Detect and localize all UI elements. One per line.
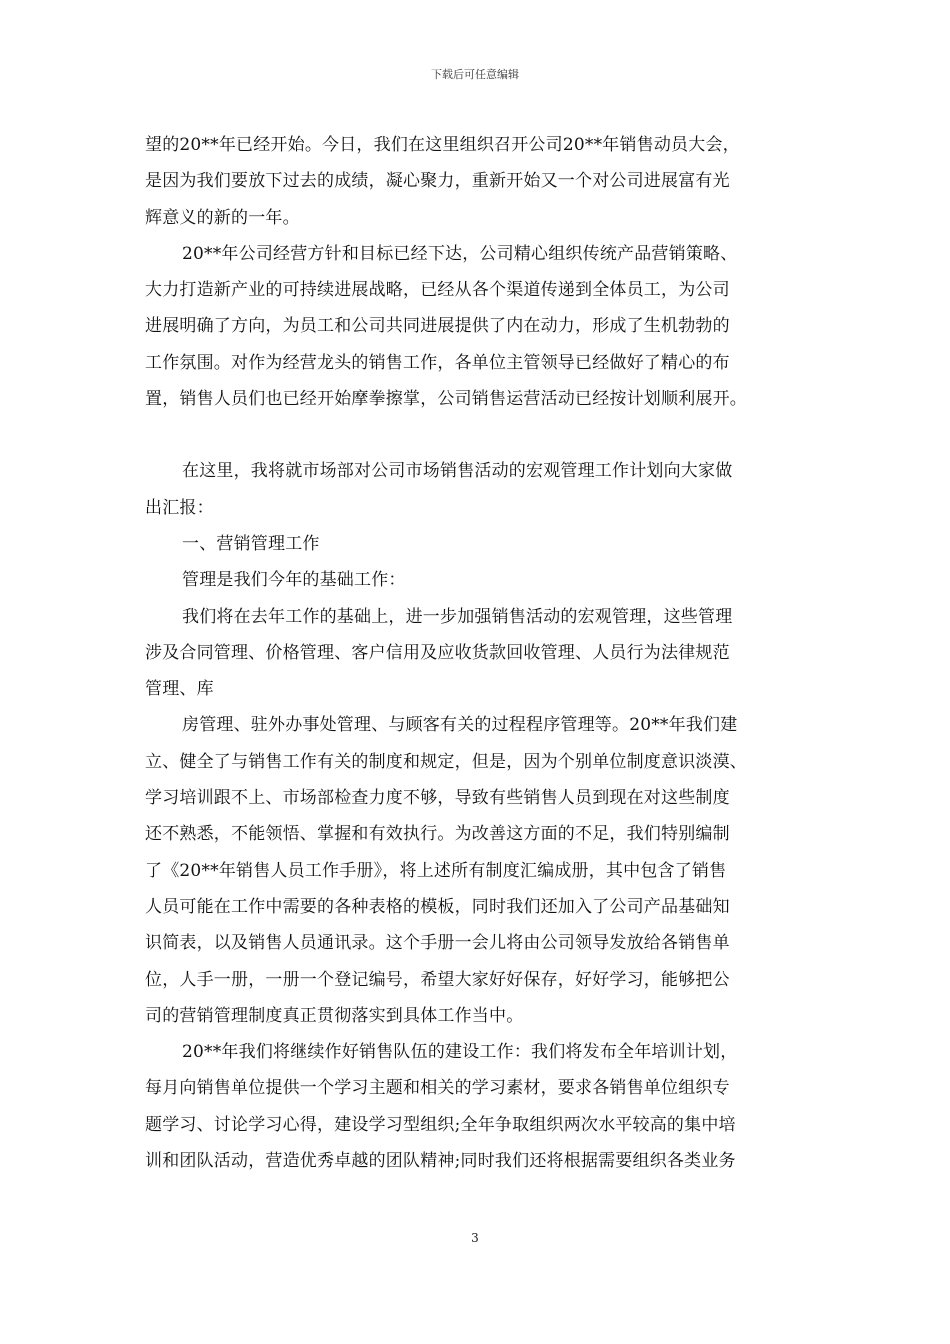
- text-line: 在这里，我将就市场部对公司市场销售活动的宏观管理工作计划向大家做: [182, 461, 733, 482]
- text-line: 训和团队活动，营造优秀卓越的团队精神;同时我们还将根据需要组织各类业务: [145, 1151, 736, 1172]
- page-number: 3: [471, 1231, 479, 1245]
- text-line: 进展明确了方向，为员工和公司共同进展提供了内在动力，形成了生机勃勃的: [145, 316, 730, 337]
- text-line: 房管理、驻外办事处管理、与顾客有关的过程程序管理等。20**年我们建: [182, 715, 738, 736]
- text-line: 一、营销管理工作: [182, 533, 320, 554]
- text-line: 还不熟悉，不能领悟、掌握和有效执行。为改善这方面的不足，我们特别编制: [145, 824, 730, 845]
- text-line: 20**年公司经营方针和目标已经下达，公司精心组织传统产品营销策略、: [182, 243, 738, 264]
- text-line: 了《20**年销售人员工作手册》，将上述所有制度汇编成册，其中包含了销售: [145, 860, 727, 881]
- text-line: 司的营销管理制度真正贯彻落实到具体工作当中。: [145, 1005, 524, 1026]
- text-line: 20**年我们将继续作好销售队伍的建设工作：我们将发布全年培训计划，: [182, 1042, 738, 1063]
- paragraph-gap: [145, 417, 810, 453]
- text-line: 识简表，以及销售人员通讯录。这个手册一会儿将由公司领导发放给各销售单: [145, 933, 730, 954]
- text-line: 题学习、讨论学习心得，建设学习型组织;全年争取组织两次水平较高的集中培: [145, 1114, 736, 1135]
- text-line: 学习培训跟不上、市场部检查力度不够，导致有些销售人员到现在对这些制度: [145, 788, 730, 809]
- text-line: 工作氛围。对作为经营龙头的销售工作，各单位主管领导已经做好了精心的布: [145, 352, 730, 373]
- text-line: 管理是我们今年的基础工作：: [182, 570, 406, 591]
- text-line: 出汇报：: [145, 497, 214, 518]
- text-line: 辉意义的新的一年。: [145, 207, 300, 228]
- text-line: 置，销售人员们也已经开始摩拳擦掌，公司销售运营活动已经按计划顺利展开。: [145, 389, 747, 410]
- document-body: [145, 127, 810, 1179]
- text-line: 管理、库: [145, 679, 214, 700]
- text-line: 立、健全了与销售工作有关的制度和规定，但是，因为个别单位制度意识淡漠、: [145, 751, 747, 772]
- page-header: 下载后可任意编辑: [431, 68, 519, 81]
- text-line: 我们将在去年工作的基础上，进一步加强销售活动的宏观管理，这些管理: [182, 606, 733, 627]
- text-line: 涉及合同管理、价格管理、客户信用及应收货款回收管理、人员行为法律规范: [145, 642, 730, 663]
- text-line: 是因为我们要放下过去的成绩，凝心聚力，重新开始又一个对公司进展富有光: [145, 171, 730, 192]
- text-line: 位，人手一册，一册一个登记编号，希望大家好好保存，好好学习，能够把公: [145, 969, 730, 990]
- text-line: 人员可能在工作中需要的各种表格的模板，同时我们还加入了公司产品基础知: [145, 896, 730, 917]
- text-line: 望的20**年已经开始。今日，我们在这里组织召开公司20**年销售动员大会，: [145, 135, 740, 155]
- text-line: 每月向销售单位提供一个学习主题和相关的学习素材，要求各销售单位组织专: [145, 1078, 730, 1099]
- text-line: 大力打造新产业的可持续进展战略，已经从各个渠道传递到全体员工，为公司: [145, 280, 730, 301]
